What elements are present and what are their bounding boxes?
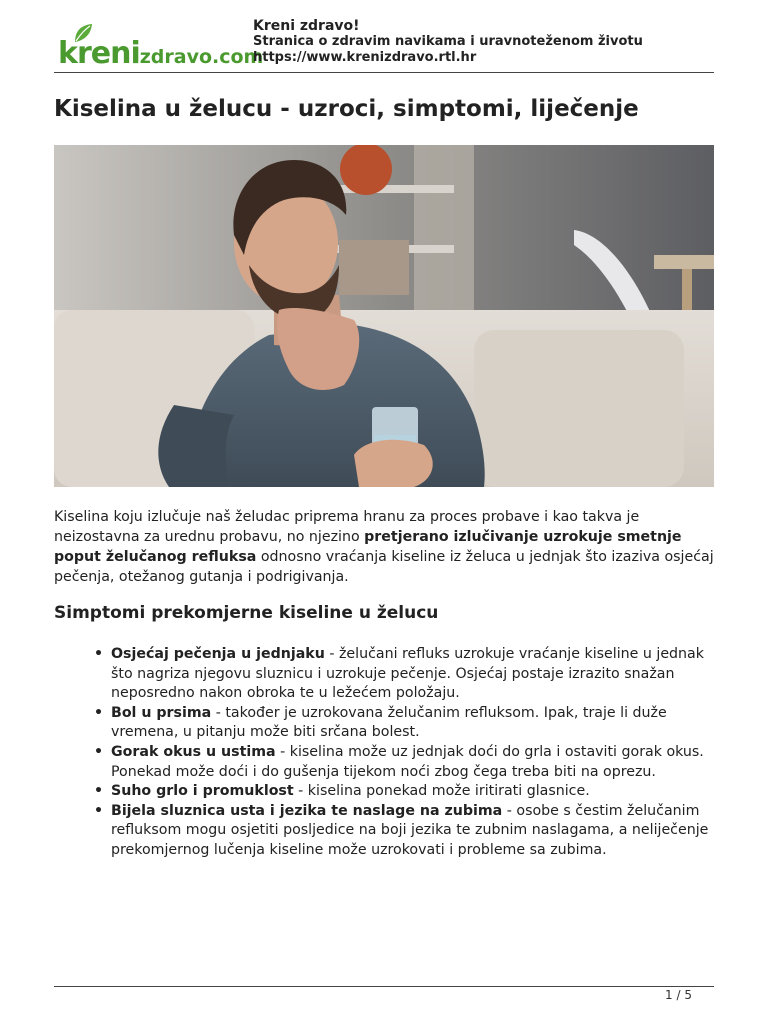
list-item — [54, 743, 714, 782]
site-info — [253, 18, 643, 66]
site-logo[interactable] — [58, 22, 264, 71]
bullet-icon: • — [94, 704, 104, 721]
symptom-term: Osjećaj pečenja u jednjaku — [111, 646, 325, 662]
bullet-icon: • — [94, 802, 104, 819]
logo-part-zdravo: zdravo.com — [139, 46, 264, 68]
bullet-icon: • — [94, 646, 104, 662]
symptom-desc: - kiselina može uz jednjak doći do grla i ostaviti gorak okus. Ponekad može doći i do gušenja tijekom noći zbog čega treba biti na oprezu. — [111, 743, 704, 780]
symptom-term: Suho grlo i promuklost — [111, 783, 294, 800]
symptom-term: Bol u prsima — [111, 704, 212, 721]
section-heading: Simptomi prekomjerne kiseline u želucu — [54, 603, 439, 623]
intro-text-emphasis: pretjerano izlučivanje uzrokuje smetnje poput želučanog refluksa — [54, 529, 682, 565]
symptom-term: Bijela sluznica usta i jezika te naslage na zubima — [111, 802, 503, 819]
article-title: Kiselina u želucu - uzroci, simptomi, liječenje — [54, 96, 639, 122]
symptom-desc: - osobe s čestim želučanim refluksom mogu osjetiti posljedice na boji jezika te zubnim naslagama, a neliječenje prekomjernog lučenja kiseline može uzrokovati i probleme sa zubima. — [111, 802, 709, 858]
footer-divider — [54, 986, 714, 987]
bullet-icon: • — [94, 743, 104, 760]
symptom-desc: - također je uzrokovana želučanim refluksom. Ipak, traje li duže vremena, u pitanju može biti srčana bolest. — [111, 704, 667, 741]
article-intro — [54, 507, 716, 587]
intro-text-start: Kiselina koju izlučuje naš želudac priprema hranu za proces probave i kao takva je neizostavna za urednu probavu, no njezino — [54, 509, 640, 545]
header-divider — [54, 72, 714, 73]
site-url[interactable]: https://www.krenizdravo.rtl.hr — [253, 50, 477, 65]
intro-text-end: odnosno vraćanja kiseline iz želuca u jednjak što izaziva osjećaj pečenja, otežanog gutanja i podrigivanja. — [54, 549, 714, 585]
article-hero-image — [54, 145, 714, 487]
list-item — [54, 645, 714, 704]
page-header — [54, 14, 714, 72]
symptom-desc: - kiselina ponekad može iritirati glasnice. — [293, 783, 590, 800]
bullet-icon: • — [94, 783, 104, 800]
list-item — [54, 802, 714, 861]
site-tagline: Stranica o zdravim navikama i uravnoteženom životu — [253, 34, 643, 49]
symptom-desc: - želučani refluks uzrokuje vraćanje kiseline u jednak što nagriza njegovu sluznicu i uzrokuje pečenje. Osjećaj postaje izrazito snažan neposredno nakon obroka te u ležećem položaju. — [111, 646, 704, 702]
logo-wordmark — [58, 36, 263, 71]
logo-part-kreni: kreni — [58, 36, 140, 71]
page-number: 1 / 5 — [665, 988, 692, 1002]
list-item — [54, 782, 714, 802]
list-item — [54, 704, 714, 743]
site-name: Kreni zdravo! — [253, 18, 360, 34]
symptoms-list — [54, 645, 714, 861]
symptom-term: Gorak okus u ustima — [111, 743, 276, 760]
